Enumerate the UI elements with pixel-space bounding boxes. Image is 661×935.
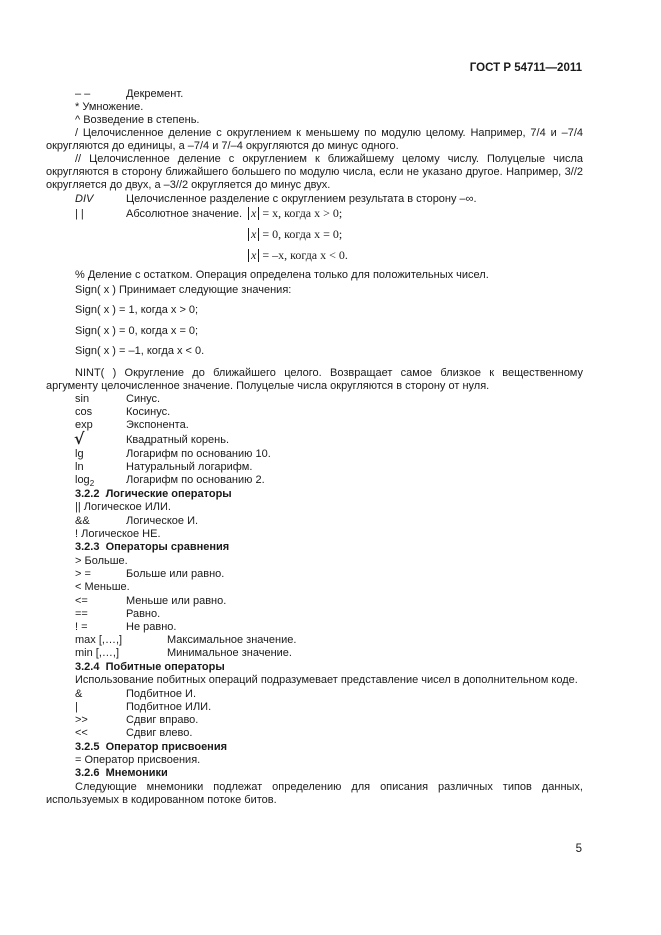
func-log2-desc: Логарифм по основанию 2.: [126, 474, 265, 486]
op-nint: NINT( ) Округление до ближайшего целого. Возвращает самое близкое к вещественному аргументу целочисленное значение. Полуцелые числа округляются в сторону от нуля.: [46, 367, 583, 393]
abs-case-zero: [248, 228, 342, 242]
sign-intro: Sign( x ) Принимает следующие значения:: [75, 284, 292, 296]
bit-shr-desc: Сдвиг вправо.: [126, 714, 199, 726]
func-ln-symbol: ln: [75, 461, 84, 473]
op-power: ^ Возведение в степень.: [75, 114, 200, 126]
section-title: Логические операторы: [105, 488, 232, 500]
abs-bars: x: [248, 207, 259, 220]
sign-case-negative: Sign( x ) = –1, когда x < 0.: [75, 345, 205, 357]
func-lg-symbol: lg: [75, 448, 84, 460]
section-title: Побитные операторы: [105, 661, 225, 673]
op-modulo: % Деление с остатком. Операция определена только для положительных чисел.: [75, 269, 489, 281]
sign-case-zero: Sign( x ) = 0, когда x = 0;: [75, 325, 199, 337]
logic-and-symbol: &&: [75, 515, 90, 527]
op-multiply: * Умножение.: [75, 101, 144, 113]
section-number: 3.2.6: [75, 767, 100, 779]
op-assign: = Оператор присвоения.: [75, 754, 201, 766]
abs-case-rhs: = –x, когда x < 0.: [262, 248, 348, 262]
cmp-less: < Меньше.: [75, 581, 130, 593]
log-base: 2: [89, 479, 95, 489]
abs-case-negative: [248, 249, 348, 263]
cmp-min-symbol: min [,…,]: [75, 647, 120, 659]
abs-bars: x: [248, 249, 259, 262]
cmp-max-desc: Максимальное значение.: [167, 634, 297, 646]
op-int-div-double: // Целочисленное деление с округлением к ближайшему целому числу. Полуцелые числа округляются в сторону ближайшего большего по модулю числа, если не указано другое. Например, 3//2 округляется до двух, а –3//2 округляется до минус двух.: [46, 153, 583, 192]
func-cos-symbol: cos: [75, 406, 93, 418]
cmp-ge-desc: Больше или равно.: [126, 568, 225, 580]
abs-bars: x: [248, 228, 259, 241]
sqrt-icon: √: [74, 429, 85, 448]
func-sin-symbol: sin: [75, 393, 90, 405]
cmp-le-symbol: <=: [75, 595, 88, 607]
func-ln-desc: Натуральный логарифм.: [126, 461, 253, 473]
section-compare-heading: [75, 541, 229, 554]
op-abs-symbol: | |: [75, 208, 84, 220]
op-div-desc: Целочисленное разделение с округлением результата в сторону –∞.: [126, 193, 477, 205]
func-cos-desc: Косинус.: [126, 406, 171, 418]
bit-shr-symbol: >>: [75, 714, 88, 726]
func-sqrt-desc: Квадратный корень.: [126, 434, 230, 446]
section-mnemonics-heading: [75, 767, 168, 780]
op-decrement-symbol: – –: [75, 88, 91, 100]
log-label: log: [75, 474, 90, 486]
func-sin-desc: Синус.: [126, 393, 161, 405]
section-title: Оператор присвоения: [105, 741, 228, 753]
op-decrement-desc: Декремент.: [126, 88, 184, 100]
mnemonics-text: Следующие мнемоники подлежат определению для описания различных типов данных, используемых в кодированном потоке битов.: [46, 781, 583, 807]
cmp-le-desc: Меньше или равно.: [126, 595, 227, 607]
page-number: 5: [575, 843, 582, 855]
func-exp-desc: Экспонента.: [126, 419, 189, 431]
bit-and-symbol: &: [75, 688, 83, 700]
section-title: Операторы сравнения: [105, 541, 230, 553]
cmp-min-desc: Минимальное значение.: [167, 647, 292, 659]
bit-shl-desc: Сдвиг влево.: [126, 727, 193, 739]
bit-or-symbol: |: [75, 701, 78, 713]
bit-or-desc: Подбитное ИЛИ.: [126, 701, 212, 713]
section-number: 3.2.3: [75, 541, 100, 553]
section-number: 3.2.4: [75, 661, 100, 673]
op-int-div-slash: / Целочисленное деление с округлением к меньшему по модулю целому. Например, 7/4 и –7/4 округляются до единицы, а –7/4 и 7/–4 округляются до минус одного.: [46, 127, 583, 153]
cmp-greater: > Больше.: [75, 555, 128, 567]
func-log2-symbol: [75, 474, 94, 488]
cmp-ge-symbol: > =: [75, 568, 91, 580]
section-logic-heading: [75, 488, 232, 501]
section-number: 3.2.5: [75, 741, 100, 753]
bit-shl-symbol: <<: [75, 727, 88, 739]
sign-case-positive: Sign( x ) = 1, когда x > 0;: [75, 304, 199, 316]
abs-case-rhs: = x, когда x > 0;: [262, 206, 343, 220]
op-abs-desc: Абсолютное значение.: [126, 208, 243, 220]
abs-case-rhs: = 0, когда x = 0;: [262, 227, 343, 241]
logic-not: ! Логическое НЕ.: [75, 528, 161, 540]
cmp-eq-desc: Равно.: [126, 608, 161, 620]
logic-and-desc: Логическое И.: [126, 515, 199, 527]
section-assign-heading: [75, 741, 227, 754]
func-exp-symbol: exp: [75, 419, 93, 431]
standard-header: ГОСТ Р 54711—2011: [469, 62, 582, 74]
section-title: Мнемоники: [105, 767, 168, 779]
op-div-symbol: DIV: [75, 193, 94, 205]
cmp-max-symbol: max [,…,]: [75, 634, 123, 646]
section-bitwise-heading: [75, 661, 225, 674]
cmp-eq-symbol: ==: [75, 608, 88, 620]
abs-case-positive: [248, 207, 342, 221]
logic-or: || Логическое ИЛИ.: [75, 501, 171, 513]
func-lg-desc: Логарифм по основанию 10.: [126, 448, 271, 460]
bit-and-desc: Подбитное И.: [126, 688, 197, 700]
cmp-ne-desc: Не равно.: [126, 621, 177, 633]
bitwise-intro: Использование побитных операций подразумевает представление чисел в дополнительном коде.: [75, 674, 578, 686]
section-number: 3.2.2: [75, 488, 100, 500]
cmp-ne-symbol: ! =: [75, 621, 88, 633]
